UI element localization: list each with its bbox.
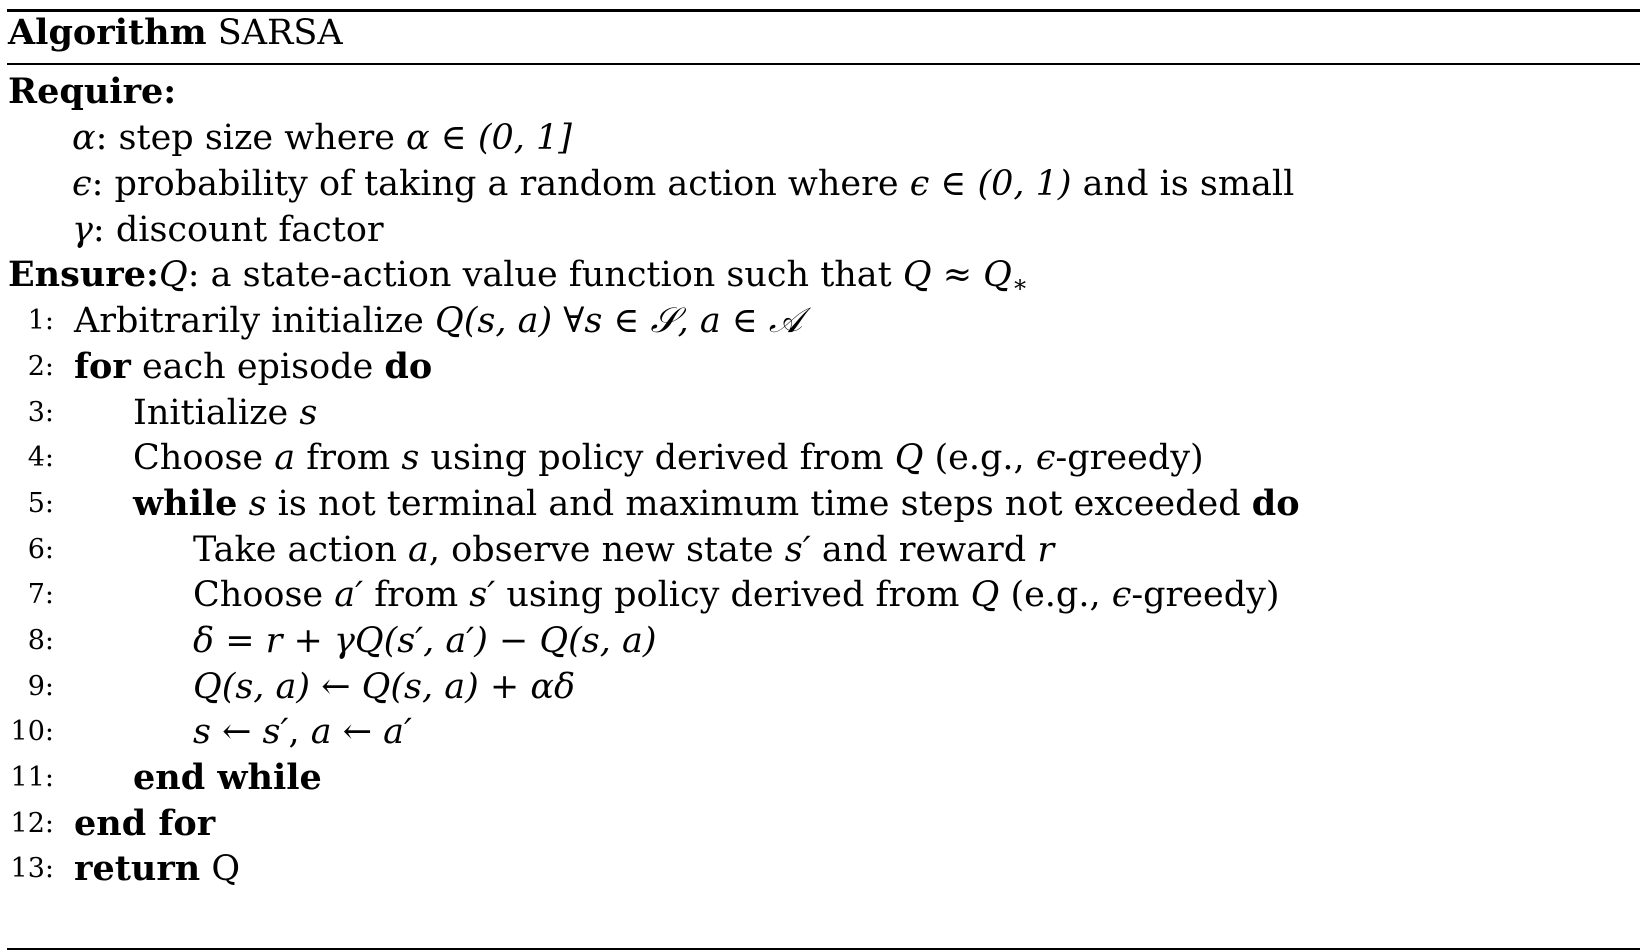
require-text: : step size where [95,118,407,158]
require-header [0,68,1645,116]
math-expr: a [408,530,429,570]
line-content [193,571,1280,619]
algorithm-keyword: Algorithm [8,12,207,53]
algorithm-line [0,297,1645,345]
require-label: Require: [8,71,177,112]
line-text: Take action [193,530,409,570]
line-text: ∈ [602,301,651,341]
line-number: 8: [27,625,54,656]
line-content [193,617,657,665]
math-expr: a ← a′ [310,712,412,752]
line-number: 11: [10,762,54,793]
math-expr: r [1037,530,1055,570]
require-item [0,114,1645,162]
math-expr: s [584,301,603,341]
line-number: 7: [27,579,54,610]
require-text: : probability of taking a random action where [91,164,910,204]
line-content [74,297,802,345]
keyword: return [74,848,201,889]
line-content [193,663,575,711]
algorithm-line [0,571,1645,619]
require-symbol: α [72,118,96,158]
math-expr: s [299,393,318,433]
ensure-label: Ensure: [8,254,159,295]
line-number: 13: [10,853,54,884]
math-expr: ϵ [1035,438,1056,478]
math-expr: Q(s, a) ← Q(s, a) + αδ [193,667,576,707]
line-text: Arbitrarily initialize [74,301,436,341]
ensure-text: : a state-action value function such that [187,255,903,295]
line-text: -greedy) [1055,438,1204,478]
require-tail: and is small [1071,164,1295,204]
require-text: : discount factor [92,210,384,250]
line-text: -greedy) [1131,575,1280,615]
line-text: each episode [130,347,385,387]
line-text: Choose [133,438,275,478]
line-content [133,480,1300,528]
math-expr: a [274,438,296,478]
keyword: for [74,346,131,387]
ensure-expr: Q ≈ Q [902,255,1012,295]
require-item [0,206,1645,254]
line-text: from [363,575,470,615]
algorithm-line [0,343,1645,391]
title-rule [7,63,1640,65]
line-text: (e.g., [923,438,1036,478]
line-content [74,845,240,893]
line-number: 5: [27,488,54,519]
keyword: end for [74,803,216,844]
math-expr: Q [894,438,924,478]
algorithm-line [0,617,1645,665]
line-content [193,526,1054,574]
ensure-symbol: Q [159,255,188,295]
algorithm-line [0,526,1645,574]
line-content [74,800,215,848]
algorithm-line [0,434,1645,482]
keyword: do [1251,483,1300,524]
line-text: , [288,712,311,752]
algorithm-name: SARSA [217,13,343,53]
ensure-line [0,251,1645,299]
line-text: ∀ [552,301,585,341]
line-number: 6: [27,534,54,565]
line-number: 10: [10,716,54,747]
algorithm-line [0,754,1645,802]
math-expr: s [248,484,267,524]
line-number: 1: [27,305,54,336]
line-text: using policy derived from [495,575,971,615]
line-number: 3: [27,397,54,428]
keyword: do [384,346,433,387]
line-text: (e.g., [999,575,1112,615]
algorithm-line [0,389,1645,437]
math-expr: ϵ [1111,575,1132,615]
line-number: 12: [10,808,54,839]
algorithm-line [0,480,1645,528]
line-number: 4: [27,442,54,473]
require-symbol: γ [72,210,93,250]
line-text: using policy derived from [419,438,895,478]
math-expr: s [401,438,420,478]
line-content [193,708,412,756]
require-item [0,160,1645,208]
keyword: while [133,483,238,524]
math-expr: s ← s′ [193,712,289,752]
line-text: Initialize [133,393,300,433]
math-expr: 𝒮, a [650,301,721,341]
algorithm-line [0,663,1645,711]
bottom-rule [7,948,1640,950]
line-content [133,389,317,437]
line-text: , observe new state [428,530,785,570]
line-text: Choose [193,575,335,615]
math-expr: s′ [784,530,811,570]
math-expr: Q(s, a) [435,301,553,341]
line-content [133,754,322,802]
line-text: Q [200,849,241,889]
algorithm-line [0,845,1645,893]
line-text: is not terminal and maximum time steps not exceeded [266,484,1252,524]
math-expr: a′ [334,575,364,615]
algorithm-line [0,708,1645,756]
require-symbol: ϵ [72,164,92,204]
algorithm-title [0,9,1645,57]
line-text: ∈ [720,301,769,341]
keyword: end while [133,757,322,798]
ensure-subscript: ∗ [1011,270,1029,298]
line-text [237,484,248,524]
math-expr: Q [970,575,1000,615]
line-content [133,434,1204,482]
line-text: from [295,438,402,478]
require-expr: ϵ ∈ (0, 1) [909,164,1072,204]
line-number: 9: [27,671,54,702]
require-expr: α ∈ (0, 1] [406,118,572,158]
algorithm-line [0,800,1645,848]
line-content [74,343,432,391]
math-expr: δ = r + γQ(s′, a′) − Q(s, a) [193,621,657,661]
line-text: and reward [810,530,1038,570]
line-number: 2: [27,351,54,382]
math-expr: s′ [469,575,496,615]
math-expr: 𝒜 [768,301,803,341]
